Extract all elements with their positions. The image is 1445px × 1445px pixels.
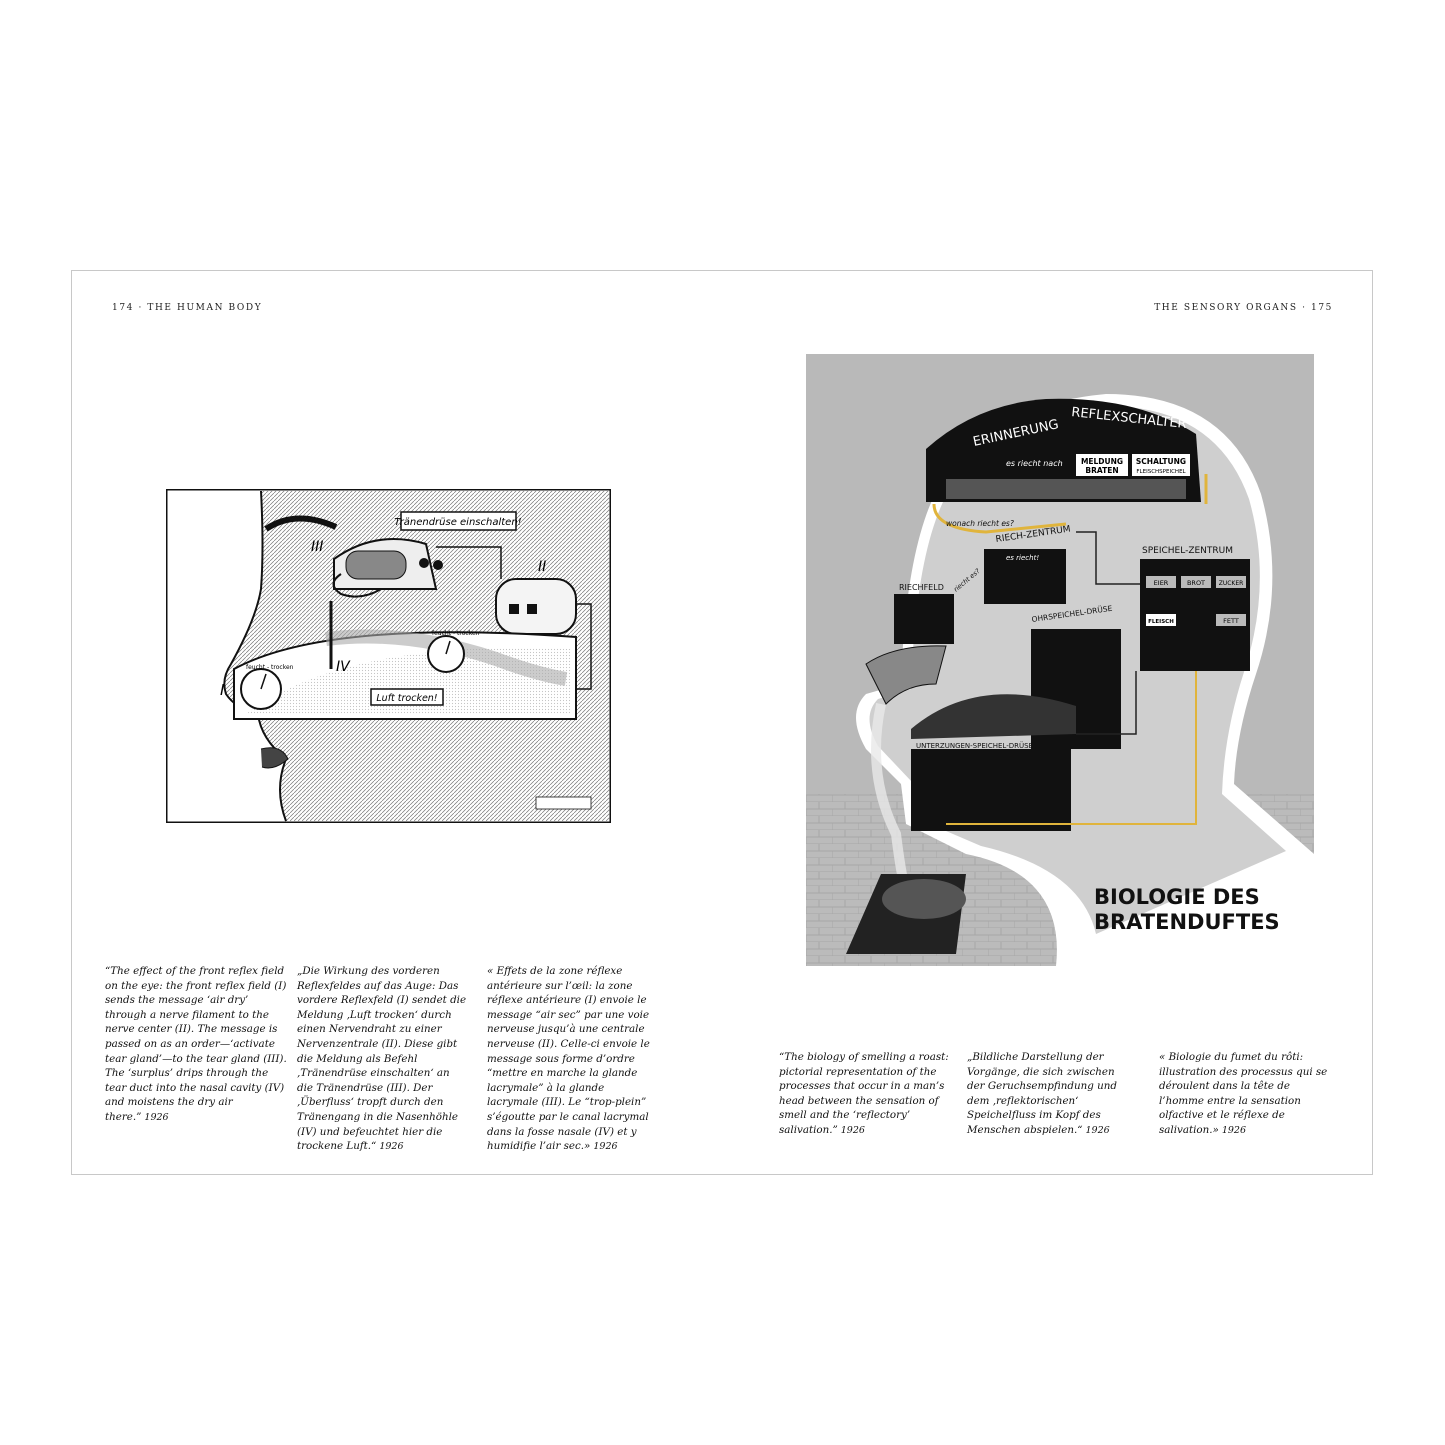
numeral-3: III [311, 539, 324, 555]
gauge-1-label: feucht - trocken [246, 664, 294, 671]
braten-label: BRATEN [1085, 466, 1119, 475]
roast-smell-illustration [806, 354, 1314, 966]
riechfeld-box [894, 594, 954, 644]
caption-year: 1926 [840, 1124, 865, 1136]
caption-text: „Die Wirkung des vorderen Reflexfeldes auf das Auge: Das vordere Reflexfeld (I) sendet die Meldung ‚Luft trocken‘ durch einen Nervendraht zu einer Nervenzentrale (II). Diese gibt die Meldung als Befehl ‚Tränendrüse einschalten‘ an die Tränendrüse (III). Der ‚Überfluss‘ tropft durch den Tränengang in die Nasenhöhle (IV) und befeuchtet hier die trockene Luft.“ [297, 965, 467, 1153]
caption-year: 1926 [593, 1141, 618, 1153]
fleisch-label: FLEISCH [1148, 619, 1174, 625]
caption-year: 1926 [379, 1141, 404, 1153]
numeral-1: I [220, 681, 225, 699]
numeral-2: II [538, 559, 547, 575]
brot-label: BROT [1186, 579, 1206, 587]
speichel-zentrum-label: SPEICHEL-ZENTRUM [1142, 546, 1234, 556]
eier-label: EIER [1153, 579, 1169, 587]
fleischspeichel-label: FLEISCHSPEICHEL [1136, 469, 1186, 475]
fett-label: FETT [1223, 617, 1239, 625]
unterzungen-label: UNTERZUNGEN-SPEICHEL-DRÜSE [916, 742, 1033, 750]
unterzungen-box [911, 749, 1071, 831]
es-riecht-nach-label: es riecht nach [1006, 459, 1063, 468]
ohrspeichel-label: OHRSPEICHEL-DRÜSE [1031, 603, 1113, 624]
wonach-label: wonach riecht es? [946, 519, 1014, 528]
caption-year: 1926 [144, 1111, 169, 1123]
caption-text: “The effect of the front reflex field on the eye: the front reflex field (I) sends the message ‘air dry’ through a nerve filament to the nerve center (II). The message is passed on as an order—‘activate tear gland’—to the tear gland (III). The ‘surplus’ drips through the tear duct into the nasal cavity (IV) and moistens the dry air there.” [105, 965, 287, 1123]
caption-right-fr [1159, 1050, 1331, 1139]
running-head-right: THE SENSORY ORGANS · 175 [1154, 303, 1333, 313]
meldung-label: MELDUNG [1080, 457, 1124, 466]
title-line-1: BIOLOGIE DES [1094, 885, 1260, 909]
banner-top-text: Tränendrüse einschalten! [394, 517, 522, 528]
caption-text: “The biology of smelling a roast: pictorial representation of the processes that occur in a man’s head between the sensation of smell and the ‘reflectory’ salivation.” [779, 1051, 949, 1136]
title-line-2: BRATENDUFTES [1094, 910, 1280, 934]
riech-zentrum-label: RIECH-ZENTRUM [995, 524, 1072, 545]
riechfeld-label: RIECHFELD [899, 583, 944, 592]
schaltung-label: SCHALTUNG [1135, 457, 1187, 466]
running-head-left: 174 · THE HUMAN BODY [112, 303, 263, 313]
caption-year: 1926 [1085, 1124, 1110, 1136]
tear-gland-illustration [166, 489, 611, 823]
gauge-2-label: feucht - trocken [432, 630, 480, 637]
zucker-label: ZUCKER [1218, 580, 1244, 587]
caption-right-de [967, 1050, 1132, 1139]
caption-left-en [105, 964, 287, 1126]
caption-right-en [779, 1050, 954, 1139]
reflexschalter-label: REFLEXSCHALTER [1070, 405, 1188, 433]
riecht-es-label: riecht es? [952, 567, 982, 594]
caption-text: « Effets de la zone réflexe antérieure sur l’œil: la zone réflexe antérieure (I) envoie le message “air sec” par une voie nerveuse jusqu’à une centrale nerveuse (II). Celle-ci envoie le message sous forme d’ordre “mettre en marche la glande lacrymale” à la glande lacrymale (III). Le “trop-plein” s’égoutte par le canal lacrymal dans la fosse nasale (IV) et y humidifie l’air sec.» [487, 965, 650, 1153]
banner-bottom-text: Luft trocken! [376, 693, 438, 704]
erinnerung-label: ERINNERUNG [971, 417, 1061, 450]
caption-left-fr [487, 964, 657, 1155]
caption-year: 1926 [1221, 1124, 1246, 1136]
es-riecht-label: es riecht! [1006, 554, 1040, 562]
caption-text: « Biologie du fumet du rôti: illustration des processus qui se déroulent dans la tête de l’homme entre la sensation olfactive et le réflexe de salivation.» [1159, 1051, 1328, 1136]
numeral-4: IV [336, 659, 350, 675]
caption-text: „Bildliche Darstellung der Vorgänge, die sich zwischen der Geruchsempfindung und dem ‚reflektorischen‘ Speichelfluss im Kopf des Menschen abspielen.“ [967, 1051, 1117, 1136]
caption-left-de [297, 964, 467, 1155]
